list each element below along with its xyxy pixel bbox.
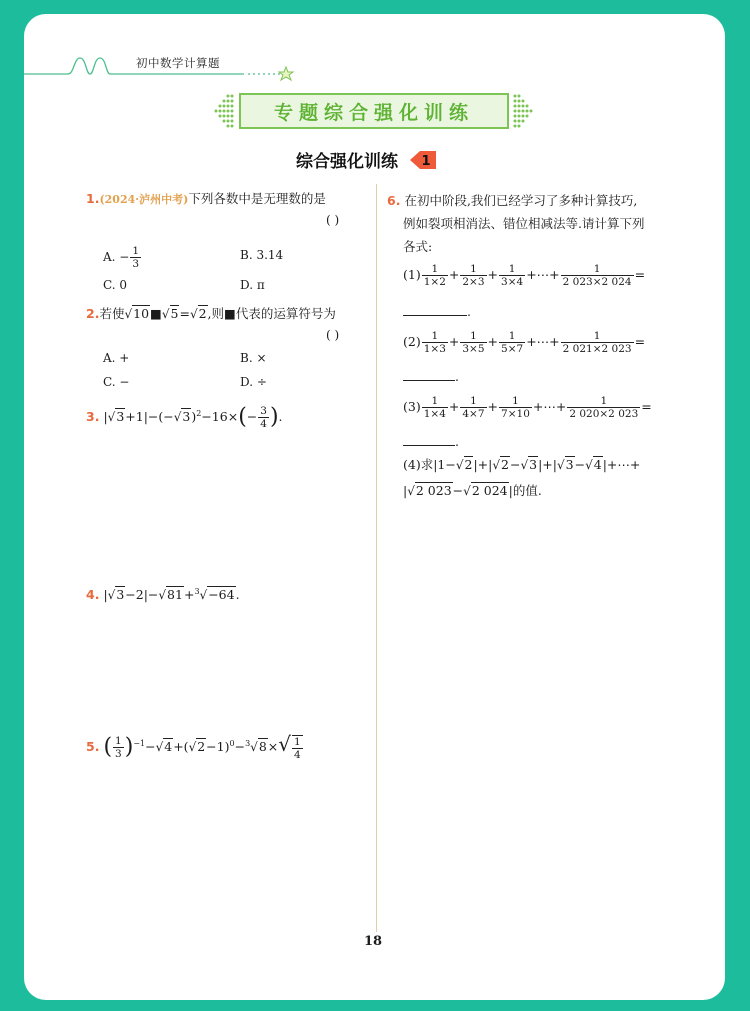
section-number-badge bbox=[410, 149, 440, 171]
page-number: 18 bbox=[364, 934, 383, 949]
question-3-number: 3. bbox=[86, 409, 100, 425]
header-decoration bbox=[24, 54, 725, 94]
star-icon bbox=[279, 67, 293, 80]
column-divider bbox=[376, 184, 377, 932]
question-1-option-d: D. π bbox=[240, 278, 265, 292]
question-2-option-a: A. + bbox=[103, 351, 130, 365]
question-6-part-1: (1) $\frac{1}{1\times 2}$ + $\frac{1}{2\times 3}$ + $\frac{1}{3\times 4}$ +⋯+ $\frac{1}{2 023\times 2 024}$ = bbox=[403, 263, 646, 288]
question-1-text: 下列各数中是无理数的是 bbox=[188, 191, 326, 206]
question-2-number: 2. bbox=[86, 306, 100, 321]
header-label: 初中数学计算题 bbox=[136, 56, 220, 70]
banner-title: 专题综合强化训练 bbox=[273, 101, 474, 124]
question-1-option-a: A. − $\frac{1}{3}$ bbox=[103, 245, 140, 270]
question-6-part-4: (4)求|1−√2|+|√2−√3|+|√3−√4|+⋯+ bbox=[403, 457, 641, 472]
question-1-source: (2024·泸州中考) bbox=[99, 193, 189, 206]
question-2-option-c: C. − bbox=[103, 375, 130, 389]
banner-dots-right bbox=[511, 90, 537, 132]
question-6-part-3-answer: . bbox=[403, 431, 459, 452]
question-2: 2.若使√10■√5=√2,则■代表的运算符号为 bbox=[86, 306, 336, 321]
question-4-number: 4. bbox=[86, 587, 100, 603]
question-3: 3. $|√3+1|-(-√3)^2-16\times(-$ $\frac{3}{4}$ ). bbox=[86, 404, 283, 431]
question-5-number: 5. bbox=[86, 739, 100, 755]
question-4: 4. |√3−2|−√81+$^3$√−64. bbox=[86, 587, 240, 603]
section-title-text: 综合强化训练 bbox=[296, 152, 398, 172]
question-2-option-d: D. ÷ bbox=[240, 375, 267, 389]
question-1-option-b: B. 3.14 bbox=[240, 248, 284, 262]
banner-dots-left bbox=[212, 90, 238, 132]
question-1 bbox=[86, 189, 326, 210]
question-6-part-4-line-2: |√2 023−√2 024|的值. bbox=[403, 483, 542, 498]
question-6-part-2: (2) $\frac{1}{1\times 3}$ + $\frac{1}{3\times 5}$ + $\frac{1}{5\times 7}$ +⋯+ $\frac{1}{2 021\times 2 023}$ = bbox=[403, 330, 646, 355]
page bbox=[24, 14, 725, 1000]
question-1-option-c: C. 0 bbox=[103, 278, 128, 292]
question-1-number: 1. bbox=[86, 191, 100, 206]
question-1-answer-paren: ( ) bbox=[326, 213, 340, 227]
section-number: 1 bbox=[421, 153, 431, 169]
section-title bbox=[296, 147, 440, 172]
question-6-intro: 6. 在初中阶段,我们已经学习了多种计算技巧, 例如裂项相消法、错位相减法等.请计算下列 各式: bbox=[387, 193, 645, 254]
banner bbox=[239, 93, 509, 129]
question-2-option-b: B. × bbox=[240, 351, 267, 365]
question-6-part-2-answer: . bbox=[403, 366, 459, 387]
question-6-part-1-answer: . bbox=[403, 301, 471, 322]
question-5: 5. ( $\frac{1}{3}$ )$^{-1}-√4+(√2-1)^0-^3√8\times√$ $\frac{1}{4}$ bbox=[86, 732, 301, 761]
question-6-part-3: (3) $\frac{1}{1\times 4}$ + $\frac{1}{4\times 7}$ + $\frac{1}{7\times 10}$ +⋯+ $\frac{1}{2 020\times 2 023}$ = bbox=[403, 395, 652, 420]
question-2-answer-paren: ( ) bbox=[326, 328, 340, 342]
question-6-number: 6. bbox=[387, 193, 401, 208]
